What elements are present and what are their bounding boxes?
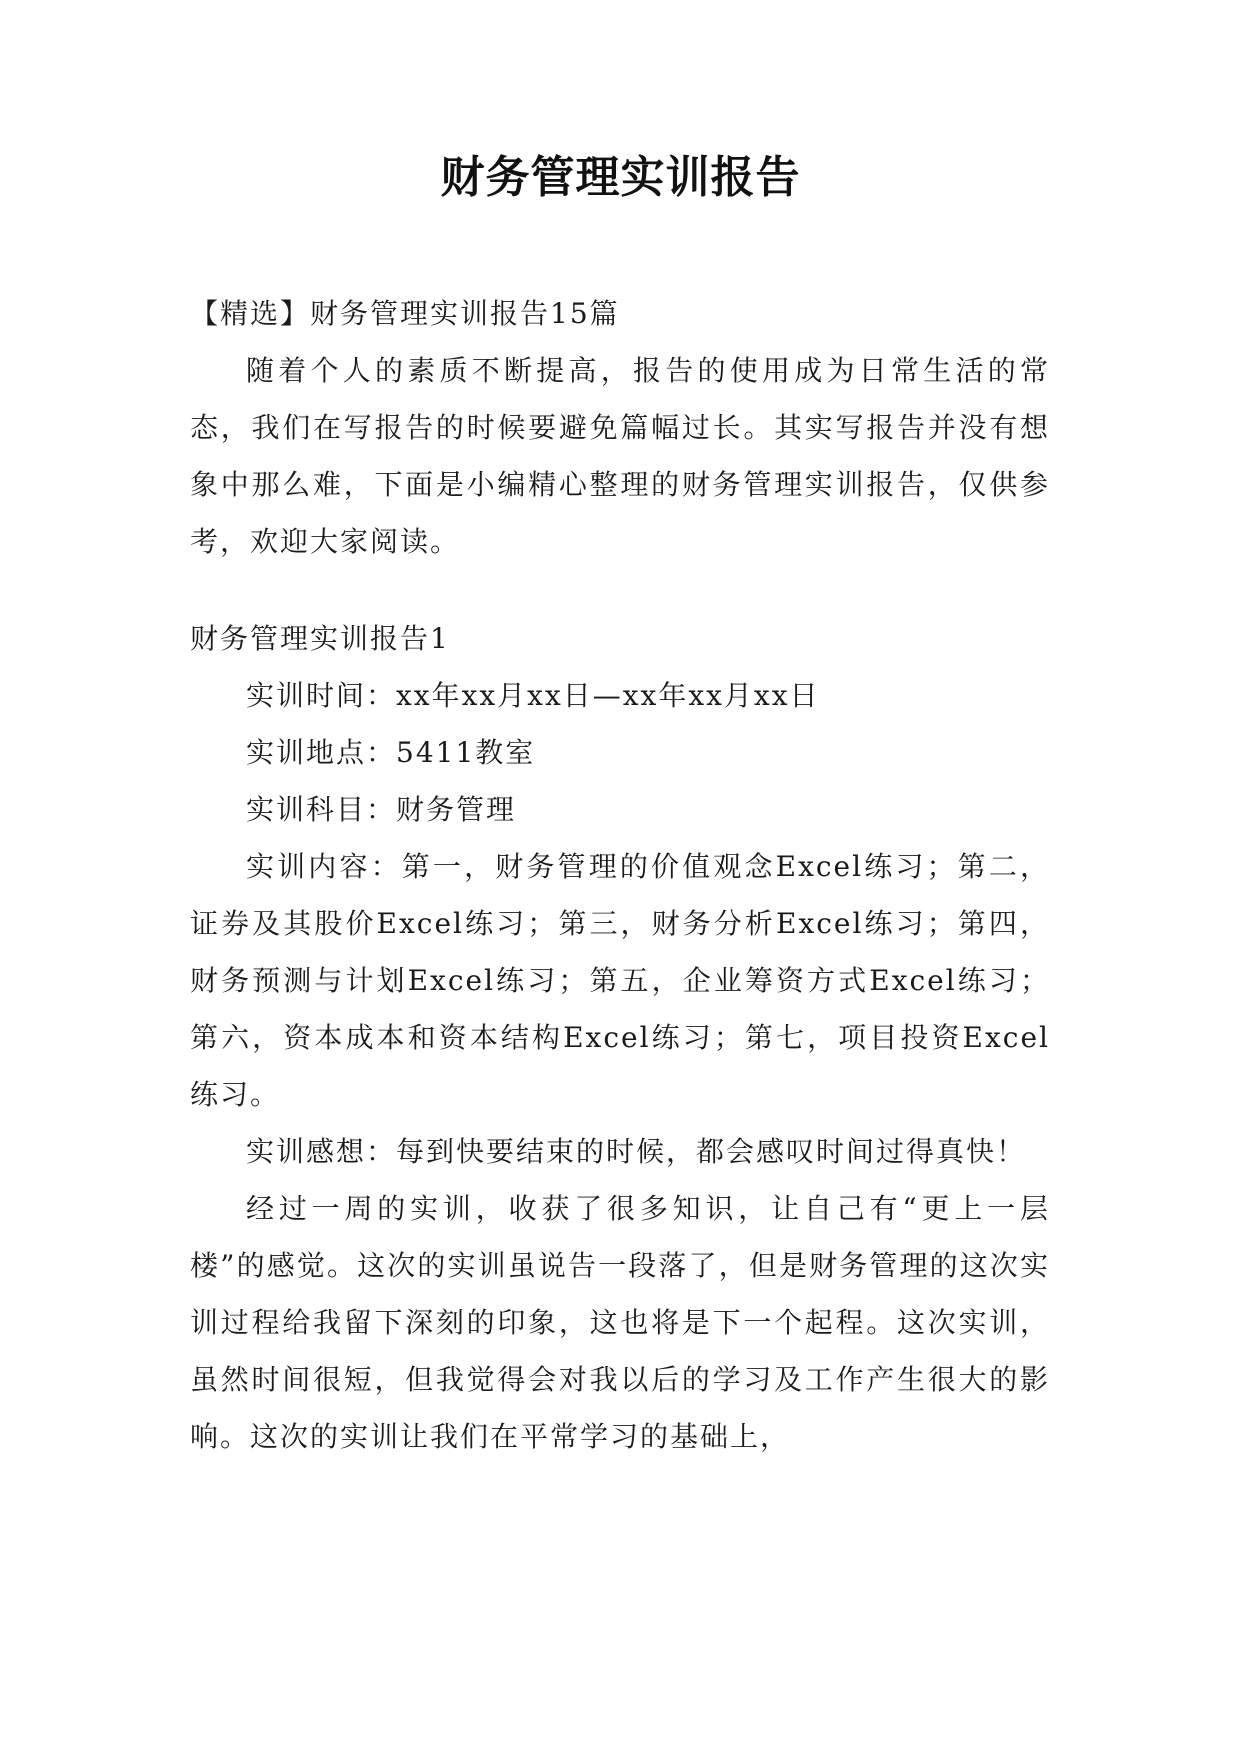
intro-paragraph: 随着个人的素质不断提高，报告的使用成为日常生活的常态，我们在写报告的时候要避免篇幅过长。其实写报告并没有想象中那么难，下面是小编精心整理的财务管理实训报告，仅供参考，欢迎大家阅读。: [190, 354, 1050, 558]
document-body: [190, 285, 1050, 1465]
section1-content: 实训内容：第一，财务管理的价值观念Excel练习；第二，证券及其股价Excel练习；第三，财务分析Excel练习；第四，财务预测与计划Excel练习；第五，企业筹资方式Excel练习；第六，资本成本和资本结构Excel练习；第七，项目投资Excel练习。: [190, 850, 1050, 1111]
section1-body: 经过一周的实训，收获了很多知识，让自己有“更上一层楼”的感觉。这次的实训虽说告一段落了，但是财务管理的这次实训过程给我留下深刻的印象，这也将是下一个起程。这次实训，虽然时间很短，但我觉得会对我以后的学习及工作产生很大的影响。这次的实训让我们在平常学习的基础上，: [190, 1192, 1050, 1453]
section1-heading: 财务管理实训报告1: [190, 622, 450, 655]
section1-feeling: 实训感想：每到快要结束的时候，都会感叹时间过得真快！: [246, 1135, 1027, 1168]
section1-place: 实训地点：5411教室: [246, 736, 536, 769]
section-spacer: [190, 570, 1050, 610]
section1-time: 实训时间：xx年xx月xx日—xx年xx月xx日: [246, 679, 820, 712]
document-title: 财务管理实训报告: [440, 152, 801, 203]
intro-heading: 【精选】财务管理实训报告15篇: [190, 297, 620, 330]
section1-subject: 实训科目：财务管理: [246, 793, 517, 826]
